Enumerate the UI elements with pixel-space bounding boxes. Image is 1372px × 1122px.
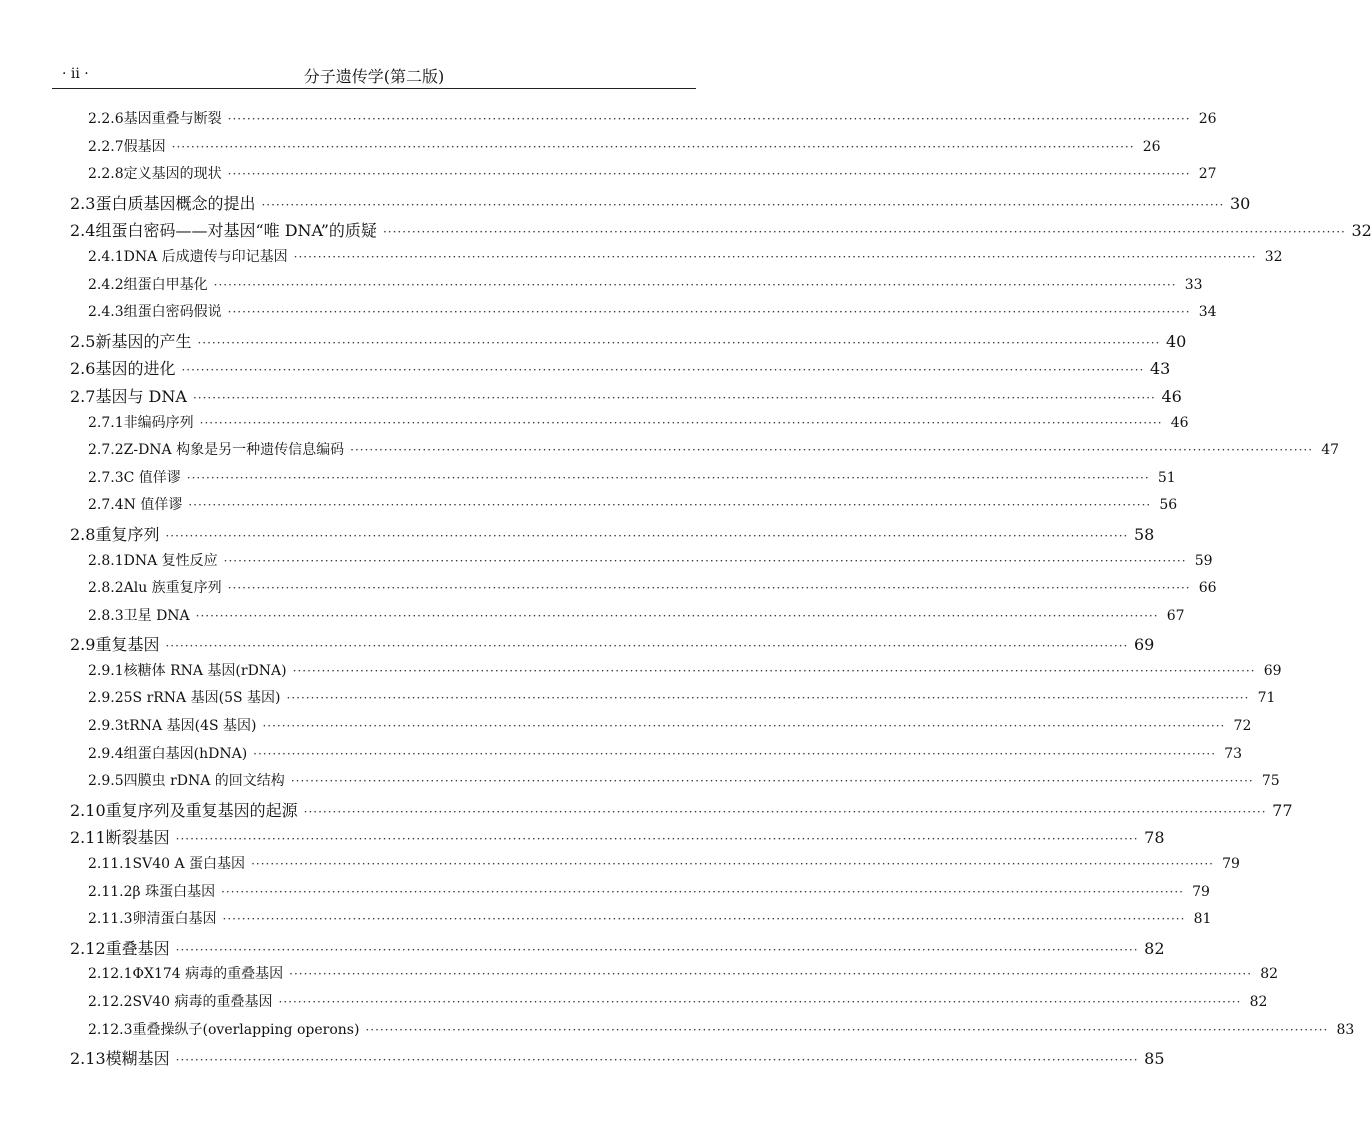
toc-entry[interactable] [0,632,1155,660]
toc-entry-title: 重叠操纵子(overlapping operons) [132,1021,360,1038]
toc-entry-page: 73 [1224,745,1243,762]
toc-entry-page: 46 [1161,386,1182,406]
toc-entry-number: 2.9.2 [88,690,124,707]
toc-entry-page: 32 [1264,248,1283,265]
toc-entry-page: 47 [1321,442,1340,459]
toc-entry-page: 56 [1159,497,1178,514]
toc-entry-title: DNA 后成遗传与印记基因 [123,248,288,265]
toc-entry-number: 2.7.4 [88,497,124,514]
toc-entry-number: 2.8.1 [88,552,124,569]
toc-entry-title: 组蛋白甲基化 [123,276,208,293]
toc-entry[interactable] [0,963,1279,991]
toc-entry-number: 2.9.1 [88,662,124,679]
dot-leader: ········································································································································································································ [222,912,1186,927]
page-number: · ii · [62,66,89,82]
toc-entry-title: 重复基因 [95,635,160,655]
toc-entry-page: 59 [1194,552,1213,569]
toc-entry[interactable] [0,191,1251,219]
toc-entry-page: 79 [1192,883,1210,900]
toc-entry-number: 2.12 [70,938,106,958]
toc-entry[interactable] [0,936,1165,964]
toc-entry[interactable] [0,467,1176,495]
dot-leader: ········································································································································································································ [213,277,1177,292]
toc-entry[interactable] [0,687,1276,715]
toc-entry-number: 2.7.2 [88,442,124,459]
toc-entry-number: 2.9 [70,635,96,655]
toc-entry-page: 83 [1336,1021,1355,1038]
dot-leader: ········································································································································································································ [286,691,1250,706]
toc-entry-title: 基因重叠与断裂 [123,111,222,127]
toc-entry-page: 79 [1222,856,1240,873]
toc-entry-number: 2.12.2 [88,994,133,1010]
toc-entry-title: Alu 族重复序列 [123,580,222,597]
toc-entry-number: 2.6 [70,359,96,379]
toc-entry-page: 67 [1166,607,1185,624]
toc-entry[interactable] [0,853,1240,881]
toc-entry-number: 2.12.3 [88,1021,133,1038]
toc-entry-page: 77 [1272,800,1293,820]
toc-entry-title: 非编码序列 [123,414,194,431]
toc-entry-number: 2.3 [70,193,96,213]
page-header [52,62,696,89]
dot-leader: ········································································································································································································ [227,305,1191,320]
toc-entry-number: 2.7.1 [88,414,124,431]
toc-entry-title: 5S rRNA 基因(5S 基因) [123,690,281,707]
toc-entry-title: 断裂基因 [105,828,170,848]
dot-leader: ········································································································································································································ [382,225,1346,240]
dot-leader: ········································································································································································································ [227,167,1191,182]
toc-entry-page: 46 [1170,414,1189,431]
toc-entry-number: 2.12.1 [88,966,133,983]
toc-entry[interactable] [0,163,1217,191]
toc-entry-title: 组蛋白基因(hDNA) [123,745,248,762]
toc-entry[interactable] [0,494,1178,522]
toc-entry[interactable] [0,881,1210,909]
toc-entry-page: 26 [1142,138,1161,155]
toc-entry-page: 69 [1134,635,1155,655]
dot-leader: ········································································································································································································ [181,363,1145,378]
dot-leader: ········································································································································································································ [278,995,1242,1009]
toc-entry-number: 2.11.2 [88,883,133,900]
toc-entry[interactable] [0,384,1182,412]
toc-entry[interactable] [0,412,1189,440]
dot-leader: ········································································································································································································ [350,443,1314,458]
toc-entry-page: 58 [1134,524,1155,544]
dot-leader: ········································································································································································································ [261,197,1225,212]
toc-entry-title: 假基因 [123,138,166,155]
dot-leader: ········································································································································································································ [227,112,1191,126]
toc-entry-page: 78 [1144,828,1165,848]
toc-entry-number: 2.8.2 [88,580,124,597]
toc-entry-number: 2.9.3 [88,718,124,735]
dot-leader: ········································································································································································································ [253,746,1217,761]
toc-entry[interactable] [0,274,1203,302]
toc-entry[interactable] [0,136,1161,164]
toc-entry[interactable] [0,301,1217,329]
toc-entry-title: 重复序列 [95,524,160,544]
toc-entry[interactable] [0,356,1171,384]
toc-entry-title: 卫星 DNA [123,607,190,624]
toc-entry[interactable] [0,770,1280,798]
dot-leader: ········································································································································································································ [188,498,1152,513]
toc-entry-number: 2.11 [70,828,106,848]
toc-entry-page: 82 [1144,938,1165,958]
toc-entry-number: 2.2.7 [88,138,124,155]
toc-entry-title: 卵清蛋白基因 [132,911,217,928]
toc-entry[interactable] [0,715,1252,743]
dot-leader: ········································································································································································································ [175,832,1139,847]
toc-entry-page: 34 [1198,304,1217,321]
dot-leader: ········································································································································································································ [289,967,1253,982]
toc-entry-number: 2.2.8 [88,166,124,183]
dot-leader: ········································································································································································································ [199,415,1163,430]
toc-entry[interactable] [0,439,1340,467]
toc-entry-number: 2.9.4 [88,745,124,762]
toc-entry[interactable] [0,577,1217,605]
toc-entry-page: 82 [1249,994,1268,1010]
toc-entry-page: 40 [1166,331,1187,351]
toc-entry-title: SV40 A 蛋白基因 [132,856,246,873]
toc-entry-title: C 值佯谬 [123,469,181,486]
toc-entry-title: 核糖体 RNA 基因(rDNA) [123,662,287,679]
dot-leader: ········································································································································································································ [192,390,1156,405]
toc-entry-number: 2.7 [70,386,96,406]
toc-entry[interactable] [0,329,1187,357]
toc-entry[interactable] [0,218,1372,246]
toc-entry-number: 2.5 [70,331,96,351]
toc-entry-title: 组蛋白密码假说 [123,304,222,321]
toc-entry-title: 模糊基因 [105,1049,170,1069]
toc-entry-title: tRNA 基因(4S 基因) [123,718,257,735]
toc-entry-number: 2.4 [70,221,96,241]
toc-entry-page: 30 [1230,193,1251,213]
toc-entry[interactable] [0,991,1268,1019]
dot-leader: ········································································································································································································ [262,719,1226,734]
toc-entry-number: 2.8.3 [88,607,124,624]
toc-entry[interactable] [0,743,1243,771]
dot-leader: ········································································································································································································ [221,884,1184,899]
toc-entry-number: 2.8 [70,524,96,544]
toc-entry-number: 2.11.3 [88,911,133,928]
toc-entry-page: 27 [1198,166,1217,183]
toc-entry-number: 2.4.1 [88,248,124,265]
toc-entry-page: 82 [1260,966,1279,983]
toc-entry-page: 51 [1157,469,1176,486]
dot-leader: ········································································································································································································ [197,335,1161,350]
toc-entry-title: 蛋白质基因概念的提出 [95,193,256,213]
toc-entry[interactable] [0,908,1212,936]
toc-entry-number: 2.2.6 [88,111,124,127]
dot-leader: ········································································································································································································ [251,857,1214,872]
toc-entry-page: 69 [1263,662,1282,679]
toc-entry-title: DNA 复性反应 [123,552,218,569]
dot-leader: ········································································································································································································ [175,942,1139,957]
toc-entry-page: 81 [1193,911,1212,928]
toc-entry-title: 重叠基因 [105,938,170,958]
toc-entry-number: 2.4.3 [88,304,124,321]
toc-entry[interactable] [0,522,1155,550]
toc-entry[interactable] [0,605,1185,633]
toc-entry-number: 2.9.5 [88,773,124,790]
toc-entry[interactable] [0,550,1213,578]
dot-leader: ········································································································································································································ [293,249,1257,264]
toc-entry-page: 72 [1233,718,1252,735]
toc-entry-title: β 珠蛋白基因 [132,883,216,900]
toc-entry[interactable] [0,798,1293,826]
dot-leader: ········································································································································································································ [175,1053,1139,1068]
toc-entry-page: 43 [1150,359,1171,379]
toc-entry[interactable] [0,1019,1355,1047]
toc-entry-title: 重复序列及重复基因的起源 [105,800,298,820]
dot-leader: ········································································································································································································ [227,581,1191,596]
dot-leader: ········································································································································································································ [223,553,1187,568]
dot-leader: ········································································································································································································ [195,608,1159,623]
toc-entry-title: ΦX174 病毒的重叠基因 [132,966,284,983]
toc-entry-title: 四膜虫 rDNA 的回文结构 [123,773,285,790]
toc-entry-title: SV40 病毒的重叠基因 [132,994,273,1010]
dot-leader: ········································································································································································································ [290,774,1254,789]
toc-entry-title: 定义基因的现状 [123,166,222,183]
toc-entry-title: N 值佯谬 [123,497,183,514]
toc-entry-number: 2.4.2 [88,276,124,293]
dot-leader: ········································································································································································································ [171,139,1135,154]
toc-entry[interactable] [0,1046,1165,1074]
dot-leader: ········································································································································································································ [186,470,1150,485]
toc-entry[interactable] [0,246,1283,274]
toc-entry-number: 2.13 [70,1049,106,1069]
table-of-contents [0,108,1372,1074]
toc-entry-page: 33 [1184,276,1203,293]
toc-entry-page: 66 [1198,580,1217,597]
dot-leader: ········································································································································································································ [292,663,1256,678]
toc-entry-title: 组蛋白密码——对基因“唯 DNA”的质疑 [95,221,377,241]
toc-entry[interactable] [0,825,1165,853]
running-title: 分子遗传学(第二版) [303,67,445,86]
toc-entry-page: 71 [1257,690,1276,707]
toc-entry[interactable] [0,660,1282,688]
toc-entry-page: 85 [1144,1049,1165,1069]
toc-entry-page: 75 [1261,773,1280,790]
toc-entry-title: Z-DNA 构象是另一种遗传信息编码 [123,442,345,459]
toc-entry-number: 2.10 [70,800,106,820]
toc-entry-title: 基因与 DNA [95,386,187,406]
toc-entry[interactable] [0,108,1217,136]
dot-leader: ········································································································································································································ [365,1022,1329,1037]
toc-entry-title: 新基因的产生 [95,331,192,351]
toc-entry-page: 32 [1351,221,1372,241]
toc-entry-title: 基因的进化 [95,359,176,379]
toc-entry-number: 2.11.1 [88,856,133,873]
dot-leader: ········································································································································································································ [165,639,1129,654]
toc-entry-number: 2.7.3 [88,469,124,486]
dot-leader: ········································································································································································································ [303,804,1267,819]
dot-leader: ········································································································································································································ [165,528,1129,543]
toc-entry-page: 26 [1198,111,1217,127]
